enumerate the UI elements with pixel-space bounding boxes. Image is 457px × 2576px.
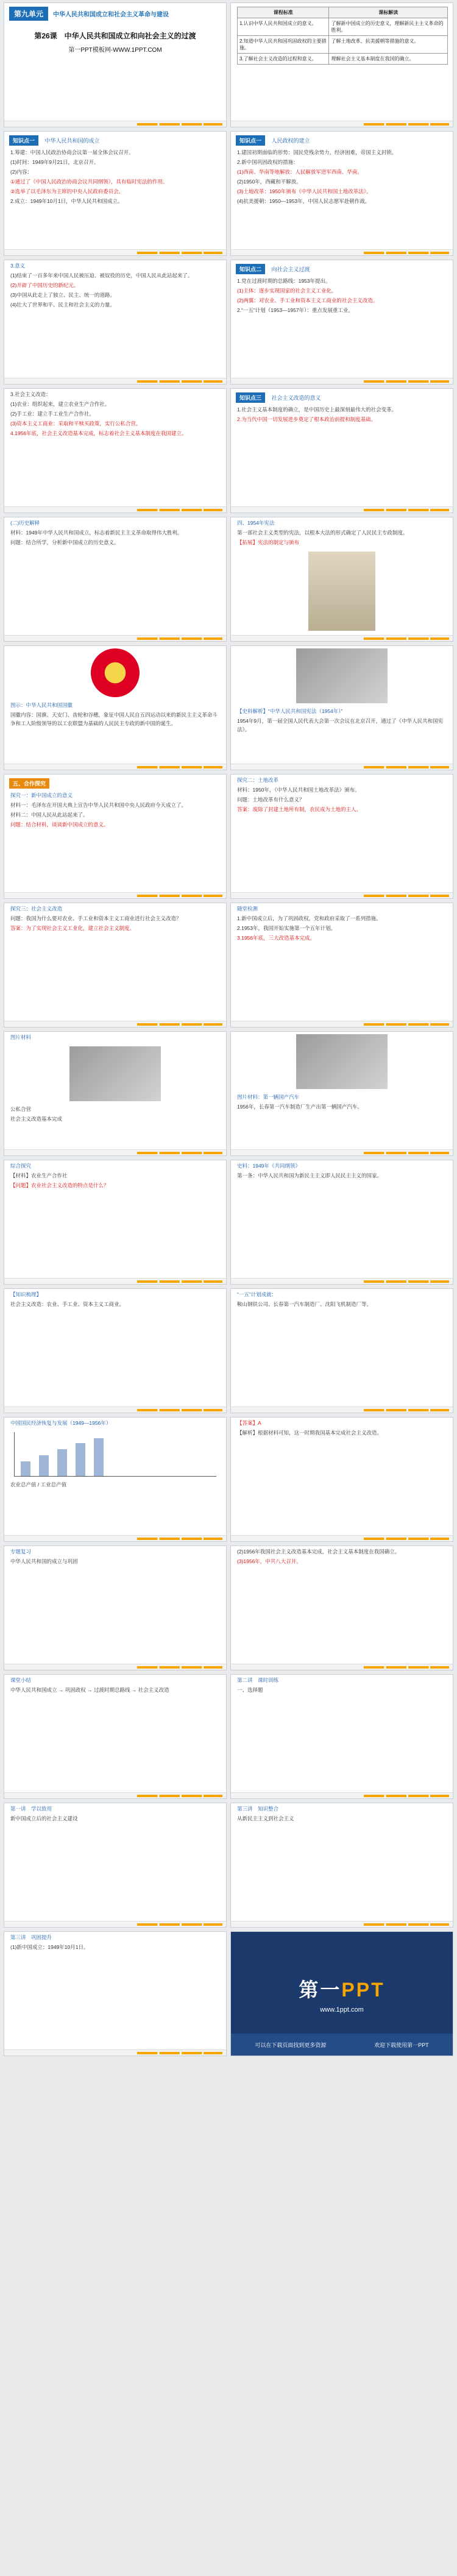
slide-body [4,1932,226,1954]
footer-bar [364,1923,449,1926]
slide-footer [4,1278,226,1284]
curriculum-table [237,7,448,65]
footer-bar [364,1023,449,1026]
slide-footer [231,635,453,641]
slide-footer [231,249,453,255]
slide-review [4,1545,227,1670]
text-line: 问题：结合所学，分析新中国成立的历史意义。 [10,539,119,545]
text-heading: 第二讲 课时训练 [237,1677,279,1683]
text-line: 中华人民共和国成立 → 巩固政权 → 过渡时期总路线 → 社会主义改造 [10,1687,169,1693]
text-heading: 图示：中华人民共和国国徽 [10,702,73,708]
table-header: 课标解读 [329,7,448,18]
slide-caption [4,1104,226,1126]
slide-1956 [230,1545,453,1670]
section-tag: 知识点三 [236,392,265,403]
text-line: 1954年9月，第一届全国人民代表大会第一次会议在北京召开，通过了《中华人民共和国宪法》。 [237,718,444,733]
slide-knowledge-3 [230,388,453,513]
footer-bar [364,895,449,897]
text-line: (1)新中国成立：1949年10月1日。 [10,1944,89,1950]
text-line: 2.为当代中国一切发展进步奠定了根本政治前提和制度基础。 [237,416,377,422]
footer-bar [137,1538,222,1540]
text-line: 社会主义改造：农业、手工业、资本主义工商业。 [10,1301,125,1307]
text-heading: (二)历史解释 [10,520,40,526]
slide-body [4,700,226,730]
text-line: 中华人民共和国的成立与巩固 [10,1558,78,1564]
slide-footer [231,1792,453,1798]
footer-bar [137,1023,222,1026]
text-line: (1)主体：逐步实现国家的社会主义工业化。 [237,288,337,294]
text-line: (2)1950年，西藏和平解放。 [237,179,302,185]
slide-body [4,1289,226,1311]
text-line: (1)农业：组织起来，建立农业生产合作社。 [10,401,110,407]
slide-common-program [230,1160,453,1285]
slide-footer [4,249,226,255]
slide-footer [4,1664,226,1670]
table-row [238,54,448,65]
slide-source [230,645,453,770]
text-line: 材料一：毛泽东在开国大典上宣告中华人民共和国中央人民政府今天成立了。 [10,802,187,808]
slide-footer [4,1535,226,1541]
national-emblem-image [91,648,140,697]
slide-footer [4,121,226,127]
text-heading: 3.意义 [10,263,26,269]
footer-bar [137,1666,222,1669]
slide-body [231,903,453,945]
slide-footer [231,764,453,770]
text-line: 1.社会主义基本制度的确立，是中国历史上最深刻最伟大的社会变革。 [237,406,397,413]
slide-economy-chart [4,1417,227,1542]
footer-bar [364,1795,449,1797]
text-line: 材料二：中国人民从此站起来了。 [10,812,88,818]
slide-footer [231,1149,453,1155]
chart-bar [76,1443,85,1476]
table-cell: 了解土地改革、抗美援朝等措施的意义。 [329,36,448,54]
footer-bar [137,1923,222,1926]
text-line: 国徽内容：国旗、天安门、齿轮和谷穗，象征中国人民自五四运动以来的新民主主义革命斗争和工人阶级领导的以工农联盟为基础的人民民主专政的新中国的诞生。 [10,712,218,726]
slide-footer [231,892,453,898]
footer-bar [137,1152,222,1154]
chart-bar [21,1461,30,1476]
text-line: 鞍山钢铁公司、长春第一汽车制造厂、沈阳飞机制造厂等。 [237,1301,372,1307]
footer-bar [364,1538,449,1540]
text-heading: 专题复习 [10,1549,32,1555]
text-line: 问题：结合材料，谈谈新中国成立的意义。 [10,821,109,828]
slide-constitution [230,517,453,642]
text-heading: 第三讲 知识整合 [237,1806,279,1812]
slide-footer [231,1664,453,1670]
slide-body [4,1160,226,1192]
constitution-image [308,552,375,631]
slide-footer [4,2049,226,2056]
slide-footer [4,635,226,641]
text-line: 第一条：中华人民共和国为新民主主义即人民民主主义的国家。 [237,1173,383,1179]
slide-body [231,1160,453,1182]
slide-footer [231,121,453,127]
slide-picture-1 [4,1031,227,1156]
slide-footer [4,1021,226,1027]
slide-body [4,1418,226,1430]
slide-class-summary [4,1674,227,1799]
slide-curriculum-table [230,2,453,127]
slide-footer [231,1921,453,1927]
section-title: 向社会主义过渡 [271,266,310,272]
text-line: (2)手工业：建立手工业生产合作社。 [10,411,94,417]
slide-reform [4,388,227,513]
text-heading: 随堂检测 [237,906,258,912]
text-line: 【拓展】宪法的制定与颁布 [237,539,300,545]
footer-bar [137,766,222,768]
section-tag: 知识点一 [9,135,38,146]
footer-bar [137,252,222,254]
footer-bar [137,123,222,126]
slide-body [4,1546,226,1568]
section-tag: 知识点一 [236,135,265,146]
footer-bar [364,1280,449,1283]
section-tag: 五、合作探究 [9,778,49,789]
table-row [238,18,448,36]
lesson-title: 第26课 中华人民共和国成立和向社会主义的过渡 [34,32,196,40]
text-line: 问题：土地改革有什么意义？ [237,797,305,803]
text-line: (3)土地改革：1950年颁布《中华人民共和国土地改革法》。 [237,188,372,194]
slide-significance [4,260,227,385]
slides-grid [4,2,453,2056]
text-heading: 探究二：土地改革 [237,777,279,783]
slide-body [4,147,226,208]
footer-bar [364,1152,449,1154]
footer-bar [137,2052,222,2054]
slide-answer [230,1417,453,1542]
text-line: 问题：我国为什么要对农业、手工业和资本主义工商业进行社会主义改造？ [10,915,182,921]
text-line: 2.新中国巩固政权的措施： [237,159,299,165]
slide-body [231,1091,453,1113]
economy-chart [14,1432,216,1477]
section-title: 社会主义改造的意义 [271,395,321,401]
slide-body [4,1803,226,1825]
slide-knowledge-1b [230,131,453,256]
text-line: (1)西南、华南等地解放：人民解放军进军西南、华南。 [237,169,363,175]
text-line: 【问题】农业社会主义改造的特点是什么？ [10,1182,109,1188]
slide-explore-2 [230,774,453,899]
chart-bar [94,1438,104,1476]
slide-knowledge-1 [4,131,227,256]
text-heading: 综合探究 [10,1163,32,1169]
slide-emblem [4,645,227,770]
text-line: (4)壮大了世界和平、民主和社会主义的力量。 [10,302,115,308]
slide-footer [231,1535,453,1541]
slide-footer [231,1407,453,1413]
slide-explore-1 [4,774,227,899]
slide-body [231,147,453,208]
footer-bar [364,380,449,383]
slide-footer [4,1407,226,1413]
table-row [238,36,448,54]
text-line: 2.“一五”计划（1953—1957年）：重点发展重工业。 [237,307,353,313]
slide-footer [4,1149,226,1155]
promo-right: 欢迎下载使用第一PPT [374,2042,429,2048]
text-line: (1)结束了一百多年来中国人民被压迫、被奴役的历史，中国人民从此站起来了。 [10,272,193,279]
chart-bar [57,1449,67,1476]
slide-body [231,706,453,736]
meeting-image [296,648,388,703]
table-header: 课程标准 [238,7,329,18]
text-line: (2)开辟了中国历史的新纪元。 [10,282,79,288]
table-cell: 理解社会主义基本制度在我国的确立。 [329,54,448,65]
text-line: 从新民主主义到社会主义 [237,1815,294,1822]
footer-bar [364,509,449,511]
text-line: 【解析】根据材料可知，这一时期我国基本完成社会主义改造。 [237,1430,383,1436]
text-line: 答案：废除了封建土地所有制，农民成为土地的主人。 [237,806,362,812]
text-line: 【答案】A [237,1420,261,1426]
text-line: (2)1956年我国社会主义改造基本完成，社会主义基本制度在我国确立。 [237,1549,400,1555]
footer-bar [364,766,449,768]
slide-body [4,790,226,831]
slide-body [4,389,226,440]
text-line: 3.1956年底，三大改造基本完成。 [237,935,315,941]
footer-bar [137,1409,222,1411]
text-line: 【材料】农业生产合作社 [10,1173,68,1179]
text-line: 公私合营 [10,1106,32,1112]
slide-footer [231,378,453,384]
footer-bar [137,895,222,897]
text-line: 1.建国初期面临的形势：国民党残余势力，经济困难，帝国主义封锁。 [237,149,397,155]
slide-body [231,1418,453,1439]
text-line: (3)资本主义工商业：采取和平赎买政策，实行公私合营。 [10,420,141,427]
brand-logo [299,1975,384,2003]
slide-footer [4,506,226,513]
text-heading: 第三讲 巩固提升 [10,1934,52,1940]
slide-footer [4,1921,226,1927]
text-heading: 第一讲 学以致用 [10,1806,52,1812]
text-line: 材料：1949年中华人民共和国成立，标志着新民主主义革命取得伟大胜利。 [10,530,183,536]
text-heading: 四、1954年宪法 [237,520,275,526]
slide-footer [231,506,453,513]
slide-title [4,2,227,127]
promo-footer [231,2034,453,2056]
text-line: (4)抗美援朝：1950—1953年，中国人民志愿军赴朝作战。 [237,198,370,204]
section-title: 中华人民共和国的成立 [44,138,100,144]
text-heading: 中国国民经济恢复与发展（1949—1956年） [10,1420,112,1426]
footer-bar [364,1409,449,1411]
text-line: ①通过了《中国人民政治协商会议共同纲领》，具有临时宪法的作用。 [10,179,168,185]
slide-explore-3 [4,903,227,1027]
text-line: (2)内容： [10,169,32,175]
unit-title: 中华人民共和国成立和社会主义革命与建设 [53,12,169,18]
slide-body [4,1675,226,1697]
slide-body [231,1675,453,1697]
brand-main: 第一 [299,1978,342,2001]
slide-body [4,260,226,311]
text-line: 社会主义改造基本完成 [10,1116,63,1122]
footer-bar [364,252,449,254]
slide-footer [231,1021,453,1027]
text-line: 答案：为了实现社会主义工业化，建立社会主义制度。 [10,925,135,931]
slide-quiz [230,903,453,1027]
car-image [296,1034,388,1089]
slide-picture-2 [230,1031,453,1156]
slide-body [4,517,226,549]
slide-body [231,1289,453,1311]
text-line: (3)1956年，中共八大召开。 [237,1558,302,1564]
slide-footer [4,764,226,770]
text-line: 材料：1950年，《中华人民共和国土地改革法》颁布。 [237,787,360,793]
text-heading: 【知识梳理】 [10,1291,42,1297]
brand-accent: PPT [341,1978,385,2001]
slide-footer [4,378,226,384]
slide-body [231,775,453,816]
footer-bar [137,1280,222,1283]
text-heading: 探究一：新中国成立的意义 [10,792,73,798]
text-line: 2.1953年，我国开始实施第一个五年计划。 [237,925,336,931]
text-line: 2.成立：1949年10月1日，中华人民共和国成立。 [10,198,123,204]
text-line: 1956年，长春第一汽车制造厂生产出第一辆国产汽车。 [237,1104,363,1110]
slide-apply [4,1803,227,1928]
text-line: 1.党在过渡时期的总路线：1953年提出。 [237,278,331,284]
table-cell: 3.了解社会主义改造的过程和意义。 [238,54,329,65]
text-line: 1.筹建：中国人民政治协商会议第一届全体会议召开。 [10,149,134,155]
chart-legend [4,1479,226,1491]
text-line: ②选举了以毛泽东为主席的中央人民政府委员会。 [10,188,124,194]
slide-body [231,275,453,317]
slide-integrate [230,1803,453,1928]
footer-bar [364,1666,449,1669]
footer-bar [364,123,449,126]
slide-synthesis [4,1160,227,1285]
slide-body [4,903,226,935]
text-heading: 图片材料：第一辆国产汽车 [237,1094,300,1100]
table-cell: 了解新中国成立的历史意义，理解新民主主义革命的胜利。 [329,18,448,36]
text-heading: “一五”计划成就： [237,1291,277,1297]
footer-bar [137,637,222,640]
table-cell: 1.认识中华人民共和国成立的意义。 [238,18,329,36]
picture-image [69,1046,161,1101]
promo-left: 可以在下载页面找到更多资源 [255,2042,327,2048]
slide-footer [4,1792,226,1798]
slide-summary-1 [4,1288,227,1413]
slide-body [231,517,453,549]
footer-bar [364,637,449,640]
text-line: 一、选择题 [237,1687,263,1693]
text-heading: 【史料解析】“中华人民共和国宪法（1954年）” [237,708,343,714]
section-tag: 知识点二 [236,264,265,274]
text-heading: 探究三：社会主义改造 [10,906,63,912]
text-line: 第一部社会主义类型的宪法，以根本大法的形式确定了人民民主专政制度。 [237,530,408,536]
slide-body [231,1546,453,1568]
slide-footer [4,892,226,898]
site-link[interactable]: 第一PPT模板网-WWW.1PPT.COM [68,47,162,54]
unit-header [9,7,221,21]
footer-bar [137,509,222,511]
slide-exercise [230,1674,453,1799]
section-title: 人民政权的建立 [271,138,310,144]
text-line: 3.社会主义改造： [10,391,51,397]
text-line: (2)两翼：对农业、手工业和资本主义工商业的社会主义改造。 [237,297,378,303]
text-line: 新中国成立后的社会主义建设 [10,1815,78,1822]
footer-bar [137,380,222,383]
text-line: 1.新中国成立后，为了巩固政权，党和政府采取了一系列措施。 [237,915,381,921]
table-cell: 2.知道中华人民共和国巩固政权的主要措施。 [238,36,329,54]
text-heading: 图片材料 [10,1034,32,1040]
text-line: 农业总产值 / 工业总产值 [10,1481,67,1488]
footer-bar [137,1795,222,1797]
text-line: (3)中国从此走上了独立、民主、统一的道路。 [10,292,115,298]
text-line: 4.1956年底，社会主义改造基本完成，标志着社会主义基本制度在我国建立。 [10,430,187,436]
slide-body [231,404,453,426]
text-heading: 史料：1949年《共同纲领》 [237,1163,300,1169]
slide-interpretation [4,517,227,642]
slide-consolidate [4,1931,227,2056]
text-heading: 课堂小结 [10,1677,32,1683]
slide-body [4,1032,226,1044]
chart-bar [39,1455,49,1476]
unit-badge: 第九单元 [9,7,48,21]
slide-five-year-plan [230,1288,453,1413]
text-line: (1)时间：1949年9月21日，北京召开。 [10,159,99,165]
brand-url[interactable]: www.1ppt.com [320,2006,364,2014]
slide-footer [231,1278,453,1284]
slide-promo[interactable] [230,1931,453,2056]
slide-knowledge-2 [230,260,453,385]
slide-body [231,1803,453,1825]
